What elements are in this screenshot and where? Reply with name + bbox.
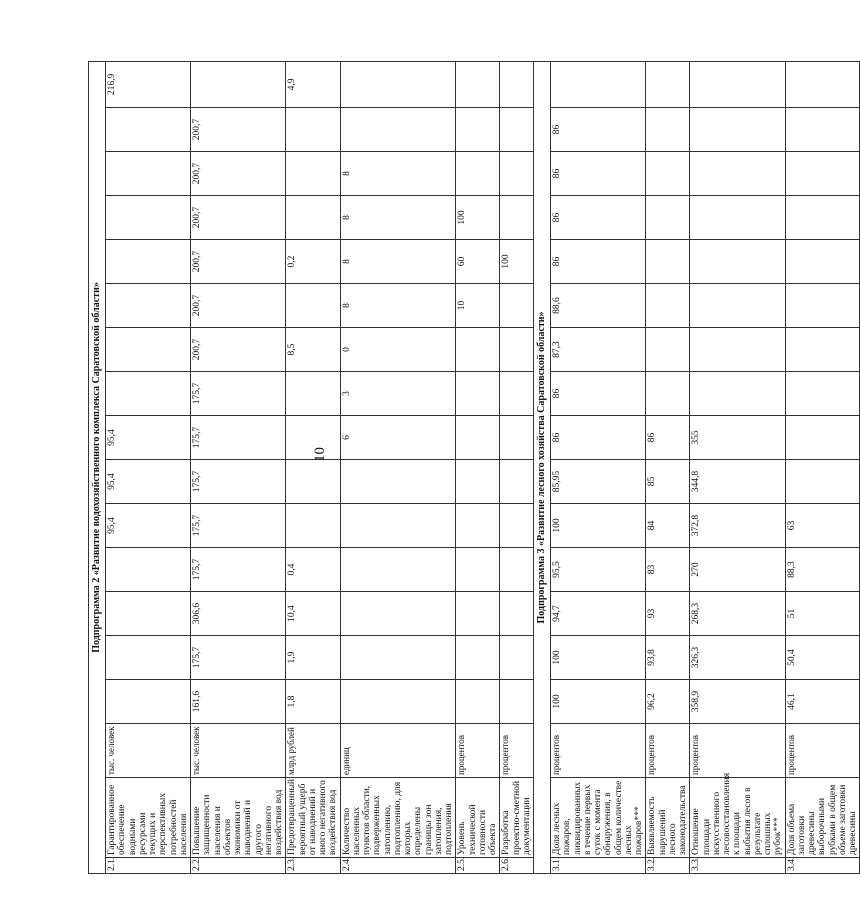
- unit-of-measure: процентов: [785, 724, 860, 778]
- table-row: [551, 61, 646, 873]
- value-cell: 85: [646, 460, 690, 504]
- value-cell: 0: [340, 328, 456, 372]
- value-cell: [500, 284, 534, 328]
- value-cell: 8: [340, 284, 456, 328]
- value-cell: 95,4: [106, 504, 191, 548]
- value-cell: 0,4: [286, 548, 340, 592]
- value-cell: [106, 328, 191, 372]
- value-cell: [690, 284, 785, 328]
- value-cell: [646, 108, 690, 152]
- value-cell: [286, 152, 340, 196]
- indicator-name: Доля лесных пожаров, ликвидированных в течение первых суток с момента обнаружения, в общем количестве лесных пожаров***: [551, 778, 646, 858]
- value-cell: 86: [551, 372, 646, 416]
- value-cell: 83: [646, 548, 690, 592]
- value-cell: 1,9: [286, 636, 340, 680]
- value-cell: [286, 504, 340, 548]
- indicator-table-rotated: [88, 62, 858, 874]
- value-cell: [785, 61, 860, 107]
- value-cell: 86: [646, 416, 690, 460]
- indicator-name: Отношение площади искусственного лесовосстановления к площади выбытия лесов в результате сплошных рубок***: [690, 778, 785, 858]
- value-cell: 88,6: [551, 284, 646, 328]
- value-cell: 86: [551, 416, 646, 460]
- unit-of-measure: процентов: [690, 724, 785, 778]
- table-row: [690, 61, 785, 873]
- indicator-name: Выявляемость нарушений лесного законодательства: [646, 778, 690, 858]
- value-cell: 88,3: [785, 548, 860, 592]
- value-cell: 372,8: [690, 504, 785, 548]
- indicator-name: Гарантированное обеспечение водными ресурсами текущих и перспективных потребностей населения: [106, 778, 191, 858]
- value-cell: [456, 548, 500, 592]
- value-cell: 51: [785, 592, 860, 636]
- value-cell: 100: [500, 240, 534, 284]
- section-title: Подпрограмма 2 «Развитие водохозяйственного комплекса Саратовской области»: [89, 61, 106, 873]
- unit-of-measure: процентов: [551, 724, 646, 778]
- value-cell: 200,7: [191, 284, 286, 328]
- value-cell: [286, 284, 340, 328]
- value-cell: 175,7: [191, 372, 286, 416]
- value-cell: 200,7: [191, 196, 286, 240]
- value-cell: [340, 636, 456, 680]
- value-cell: [500, 372, 534, 416]
- table-row: [286, 61, 340, 873]
- unit-of-measure: процентов: [646, 724, 690, 778]
- value-cell: [456, 372, 500, 416]
- table-row: [106, 61, 191, 873]
- value-cell: [646, 61, 690, 107]
- value-cell: [456, 504, 500, 548]
- value-cell: [286, 460, 340, 504]
- value-cell: [690, 328, 785, 372]
- value-cell: [646, 152, 690, 196]
- indicator-name: Разработка проектно-сметной документации: [500, 778, 534, 858]
- value-cell: 200,7: [191, 240, 286, 284]
- value-cell: 216,9: [106, 61, 191, 107]
- value-cell: [500, 592, 534, 636]
- value-cell: [456, 61, 500, 107]
- indicator-name: Количество населенных пунктов области, подверженных затоплению, подтоплению, для которых определены границы зон затопления, подтопления: [340, 778, 456, 858]
- value-cell: 86: [551, 240, 646, 284]
- row-number: 3.3.: [690, 858, 785, 874]
- value-cell: 85,95: [551, 460, 646, 504]
- table-row: [191, 61, 286, 873]
- value-cell: 100: [551, 636, 646, 680]
- value-cell: [106, 284, 191, 328]
- value-cell: [286, 108, 340, 152]
- value-cell: 96,2: [646, 680, 690, 724]
- value-cell: 175,7: [191, 416, 286, 460]
- unit-of-measure: млрд рублей: [286, 724, 340, 778]
- value-cell: 270: [690, 548, 785, 592]
- row-number: 2.6.: [500, 858, 534, 874]
- value-cell: [690, 372, 785, 416]
- value-cell: 86: [551, 196, 646, 240]
- value-cell: 4,9: [286, 61, 340, 107]
- value-cell: [286, 416, 340, 460]
- row-number: 3.4.: [785, 858, 860, 874]
- value-cell: [286, 372, 340, 416]
- value-cell: 161,6: [191, 680, 286, 724]
- value-cell: [500, 152, 534, 196]
- value-cell: 6: [340, 416, 456, 460]
- value-cell: [340, 460, 456, 504]
- value-cell: [646, 196, 690, 240]
- indicator-name: Доля объема заготовки древесины выборочными рубками в общем объеме заготовки древесины: [785, 778, 860, 858]
- indicator-table: [88, 61, 860, 874]
- value-cell: 358,9: [690, 680, 785, 724]
- value-cell: 95,4: [106, 460, 191, 504]
- value-cell: 63: [785, 504, 860, 548]
- value-cell: 46,1: [785, 680, 860, 724]
- value-cell: [340, 592, 456, 636]
- value-cell: [286, 196, 340, 240]
- value-cell: [646, 284, 690, 328]
- value-cell: 355: [690, 416, 785, 460]
- value-cell: 8: [340, 240, 456, 284]
- value-cell: [106, 592, 191, 636]
- section-row: [534, 61, 551, 873]
- value-cell: 10: [456, 284, 500, 328]
- value-cell: [690, 196, 785, 240]
- value-cell: [106, 680, 191, 724]
- value-cell: [646, 372, 690, 416]
- value-cell: [690, 152, 785, 196]
- value-cell: [785, 108, 860, 152]
- value-cell: [785, 416, 860, 460]
- value-cell: [500, 636, 534, 680]
- value-cell: 306,6: [191, 592, 286, 636]
- unit-of-measure: единиц: [340, 724, 456, 778]
- value-cell: [106, 372, 191, 416]
- table-row: [785, 61, 860, 873]
- value-cell: 86: [551, 108, 646, 152]
- value-cell: [456, 152, 500, 196]
- unit-of-measure: тыс. человек: [106, 724, 191, 778]
- indicator-name: Повышение защищенности населения и объектов экономики от наводнений и другого негативного воздействия вод: [191, 778, 286, 858]
- value-cell: 94,7: [551, 592, 646, 636]
- value-cell: [106, 240, 191, 284]
- value-cell: [191, 61, 286, 107]
- table-row: [646, 61, 690, 873]
- value-cell: [340, 61, 456, 107]
- value-cell: 175,7: [191, 636, 286, 680]
- value-cell: [500, 416, 534, 460]
- page-number-text: 10: [311, 447, 328, 462]
- value-cell: 100: [456, 196, 500, 240]
- section-row: [89, 61, 106, 873]
- value-cell: 95,5: [551, 548, 646, 592]
- value-cell: 175,7: [191, 504, 286, 548]
- value-cell: 200,7: [191, 152, 286, 196]
- value-cell: [456, 680, 500, 724]
- table-row: [456, 61, 500, 873]
- unit-of-measure: тыс. человек: [191, 724, 286, 778]
- indicator-name: Уровень технической готовности объекта: [456, 778, 500, 858]
- value-cell: [785, 328, 860, 372]
- row-number: 2.2.: [191, 858, 286, 874]
- value-cell: [500, 504, 534, 548]
- value-cell: [500, 460, 534, 504]
- value-cell: [500, 548, 534, 592]
- value-cell: [785, 152, 860, 196]
- value-cell: 3: [340, 372, 456, 416]
- row-number: 2.3.: [286, 858, 340, 874]
- value-cell: 200,7: [191, 108, 286, 152]
- value-cell: [785, 460, 860, 504]
- value-cell: [106, 108, 191, 152]
- value-cell: [500, 196, 534, 240]
- value-cell: 50,4: [785, 636, 860, 680]
- table-row: [500, 61, 534, 873]
- value-cell: [106, 548, 191, 592]
- value-cell: 84: [646, 504, 690, 548]
- value-cell: 326,3: [690, 636, 785, 680]
- value-cell: [500, 108, 534, 152]
- value-cell: [340, 504, 456, 548]
- unit-of-measure: процентов: [456, 724, 500, 778]
- value-cell: [500, 61, 534, 107]
- value-cell: [106, 196, 191, 240]
- value-cell: 8: [340, 196, 456, 240]
- value-cell: 175,7: [191, 460, 286, 504]
- value-cell: [785, 240, 860, 284]
- value-cell: [646, 328, 690, 372]
- value-cell: 100: [551, 680, 646, 724]
- value-cell: [690, 240, 785, 284]
- value-cell: 1,8: [286, 680, 340, 724]
- value-cell: [456, 416, 500, 460]
- table-body: [89, 61, 860, 873]
- value-cell: 95,4: [106, 416, 191, 460]
- value-cell: [500, 680, 534, 724]
- value-cell: [106, 152, 191, 196]
- value-cell: 93,8: [646, 636, 690, 680]
- value-cell: [456, 328, 500, 372]
- value-cell: 0,2: [286, 240, 340, 284]
- value-cell: [456, 460, 500, 504]
- row-number: 2.1.: [106, 858, 191, 874]
- value-cell: [340, 548, 456, 592]
- value-cell: 10,4: [286, 592, 340, 636]
- value-cell: 8,5: [286, 328, 340, 372]
- value-cell: 8: [340, 152, 456, 196]
- row-number: 2.5.: [456, 858, 500, 874]
- value-cell: [785, 372, 860, 416]
- value-cell: [456, 592, 500, 636]
- unit-of-measure: процентов: [500, 724, 534, 778]
- value-cell: [785, 284, 860, 328]
- row-number: 3.1.: [551, 858, 646, 874]
- value-cell: [340, 108, 456, 152]
- value-cell: [551, 61, 646, 107]
- value-cell: 268,3: [690, 592, 785, 636]
- value-cell: 93: [646, 592, 690, 636]
- value-cell: 60: [456, 240, 500, 284]
- value-cell: [500, 328, 534, 372]
- value-cell: [340, 680, 456, 724]
- value-cell: 100: [551, 504, 646, 548]
- value-cell: [646, 240, 690, 284]
- row-number: 2.4.: [340, 858, 456, 874]
- section-title: Подпрограмма 3 «Развитие лесного хозяйства Саратовской области»: [534, 61, 551, 873]
- value-cell: 86: [551, 152, 646, 196]
- value-cell: 200,7: [191, 328, 286, 372]
- value-cell: 344,8: [690, 460, 785, 504]
- value-cell: [106, 636, 191, 680]
- value-cell: [690, 61, 785, 107]
- indicator-name: Предотвращенный вероятный ущерб от наводнений и иного негативного воздействия вод: [286, 778, 340, 858]
- value-cell: [785, 196, 860, 240]
- value-cell: 175,7: [191, 548, 286, 592]
- value-cell: [690, 108, 785, 152]
- value-cell: [456, 636, 500, 680]
- table-row: [340, 61, 456, 873]
- row-number: 3.2.: [646, 858, 690, 874]
- value-cell: 87,3: [551, 328, 646, 372]
- value-cell: [456, 108, 500, 152]
